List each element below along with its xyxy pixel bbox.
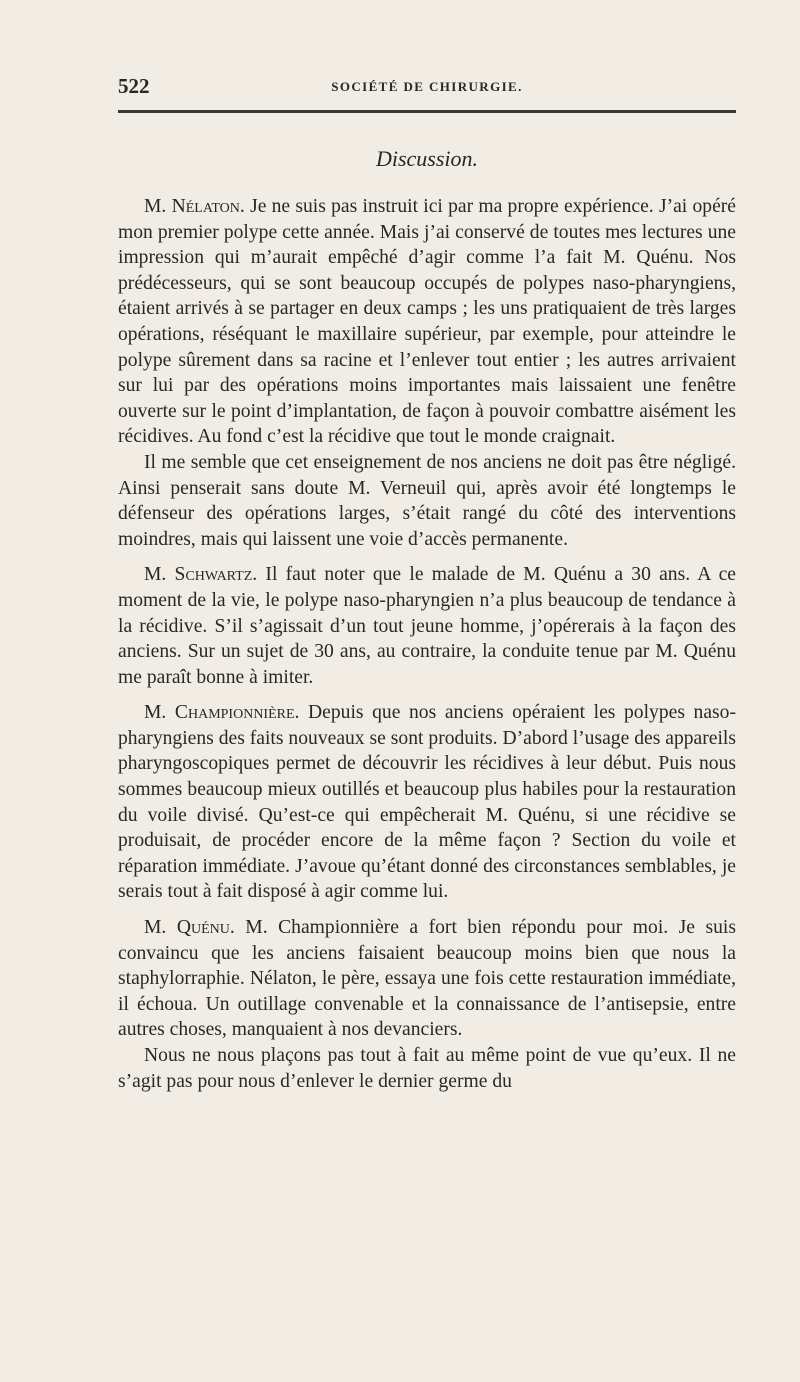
body-text bbox=[118, 194, 736, 1094]
paragraph-schwartz bbox=[118, 562, 736, 690]
speaker-name: M. Nélaton. bbox=[144, 196, 245, 217]
paragraph-text: Nous ne nous plaçons pas tout à fait au même point de vue qu’eux. Il ne s’agit pas pour nous d’enlever le dernier germe du bbox=[118, 1045, 736, 1092]
paragraph-text: M. Championnière a fort bien répondu pour moi. Je suis convaincu que les anciens faisaient beaucoup moins bien que nous la staphylorraphie. Nélaton, le père, essaya une fois cette restauration immédiate, il échoua. Un outillage convenable et la connaissance de l’antisepsie, entre autres choses, manquaient à nos devanciers. bbox=[118, 917, 736, 1041]
header-rule bbox=[118, 110, 736, 113]
running-title: SOCIÉTÉ DE CHIRURGIE. bbox=[331, 79, 523, 94]
page-header bbox=[118, 74, 736, 100]
paragraph-championniere bbox=[118, 700, 736, 905]
paragraph-text: Je ne suis pas instruit ici par ma propre expérience. J’ai opéré mon premier polype cette année. Mais j’ai conservé de toutes mes lectures une impression qui m’aurait empêché d’agir comme l’a fait M. Quénu. Nos prédécesseurs, qui se sont beaucoup occupés de polypes naso-pharyngiens, étaient arrivés à se partager en deux camps ; les uns pratiquaient de très larges opérations, réséquant le maxillaire supérieur, par exemple, pour atteindre le polype sûrement dans sa racine et l’enlever tout entier ; les autres arrivaient sur lui par des opérations moins importantes mais laissaient une fenêtre ouverte sur le point d’implantation, de façon à pouvoir combattre aisément les récidives. Au fond c’est la récidive que tout le monde craignait. bbox=[118, 196, 736, 448]
speaker-name: M. Championnière. bbox=[144, 702, 300, 724]
paragraph-nelaton bbox=[118, 194, 736, 450]
speaker-name: M. Schwartz. bbox=[144, 564, 258, 586]
paragraph-quenu bbox=[118, 915, 736, 1043]
speaker-name: M. Quénu. bbox=[144, 917, 235, 939]
paragraph-final bbox=[118, 1043, 736, 1094]
section-heading: Discussion. bbox=[375, 146, 479, 171]
paragraph-text: Depuis que nos anciens opéraient les polypes naso-pharyngiens des faits nouveaux se sont produits. D’abord l’usage des appareils pharyngoscopiques permet de découvrir les récidives à leur début. Puis nous sommes beaucoup mieux outillés et beaucoup plus habiles pour la restauration du voile divisé. Qu’est-ce qui empêcherait M. Quénu, si une récidive se produisait, de procéder encore de la même façon ? Section du voile et réparation immédiate. J’avoue qu’étant donné des circonstances semblables, je serais tout à fait disposé à agir comme lui. bbox=[118, 702, 736, 903]
paragraph-text: Il me semble que cet enseignement de nos anciens ne doit pas être négligé. Ainsi penserait sans doute M. Verneuil qui, après avoir été longtemps le défenseur des opérations larges, s’était rangé du côté des interventions moindres, mais qui laissent une voie d’accès permanente. bbox=[118, 451, 736, 550]
paragraph-continuation bbox=[118, 450, 736, 552]
page-number: 522 bbox=[118, 74, 150, 98]
paragraph-text: Il faut noter que le malade de M. Quénu a 30 ans. A ce moment de la vie, le polype naso-pharyngien n’a plus beaucoup de tendance à la récidive. S’il s’agissait d’un tout jeune homme, j’opérerais à la façon des anciens. Sur un sujet de 30 ans, au contraire, la conduite tenue par M. Quénu me paraît bonne à imiter. bbox=[118, 564, 736, 688]
